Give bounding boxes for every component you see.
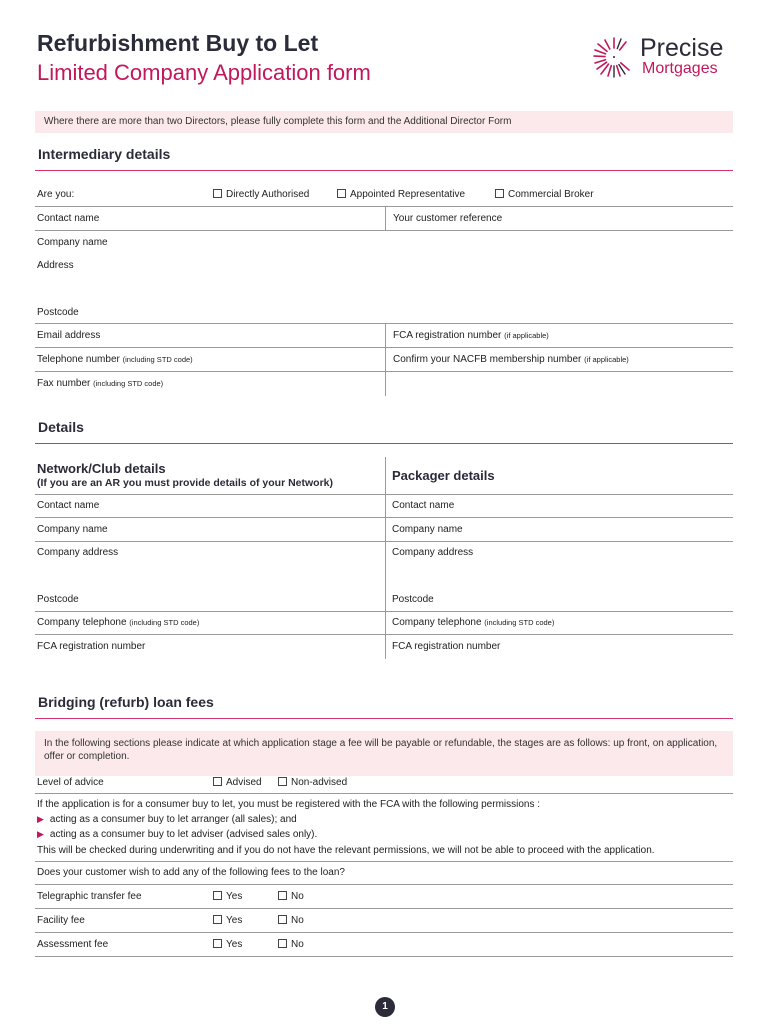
consumer-btl-text: If the application is for a consumer buy to let, you must be registered with the FCA with the following permissions : xyxy=(37,799,541,810)
checkbox-icon[interactable] xyxy=(213,891,222,900)
column-divider xyxy=(385,207,386,230)
form-title: Refurbishment Buy to Let xyxy=(37,30,319,56)
row-divider xyxy=(35,861,733,862)
permission-bullet-1: ▶ acting as a consumer buy to let arranger (all sales); and xyxy=(37,814,297,825)
checkbox-icon[interactable] xyxy=(213,915,222,924)
row-divider xyxy=(35,494,733,495)
network-company-name[interactable]: Company name xyxy=(37,524,108,535)
checkbox-icon[interactable] xyxy=(495,189,504,198)
column-divider xyxy=(385,457,386,659)
fee-no-option[interactable]: No xyxy=(278,939,304,950)
level-of-advice-label: Level of advice xyxy=(37,777,104,788)
checkbox-icon[interactable] xyxy=(278,891,287,900)
checkbox-icon[interactable] xyxy=(278,915,287,924)
row-divider xyxy=(35,634,733,635)
fees-question: Does your customer wish to add any of the following fees to the loan? xyxy=(37,867,345,878)
fax-field[interactable]: Fax number (including STD code) xyxy=(37,378,164,389)
customer-reference-field[interactable]: Your customer reference xyxy=(393,213,503,224)
packager-company-name[interactable]: Company name xyxy=(392,524,463,535)
checkbox-icon[interactable] xyxy=(213,189,222,198)
intermediary-heading: Intermediary details xyxy=(38,146,171,162)
network-company-address[interactable]: Company address xyxy=(37,547,119,558)
row-divider xyxy=(35,230,733,231)
advised-option[interactable]: Advised xyxy=(213,777,262,788)
row-divider xyxy=(35,956,733,957)
network-postcode[interactable]: Postcode xyxy=(37,594,79,605)
row-divider xyxy=(35,611,733,612)
contact-name-field[interactable]: Contact name xyxy=(37,213,100,224)
network-fca-registration[interactable]: FCA registration number xyxy=(37,641,146,652)
underwriting-check-text: This will be checked during underwriting and if you do not have the relevant permissions, we will not be able to proceed with the application. xyxy=(37,845,655,856)
bridging-heading: Bridging (refurb) loan fees xyxy=(38,694,214,710)
row-divider xyxy=(35,206,733,207)
bullet-triangle-icon: ▶ xyxy=(37,814,44,824)
telephone-field[interactable]: Telephone number (including STD code) xyxy=(37,354,193,365)
precise-logo-icon xyxy=(588,34,640,80)
details-divider xyxy=(35,443,733,444)
intermediary-divider xyxy=(35,170,733,171)
packager-heading: Packager details xyxy=(392,468,495,483)
email-field[interactable]: Email address xyxy=(37,330,101,341)
row-divider xyxy=(35,517,733,518)
option-commercial-broker[interactable]: Commercial Broker xyxy=(495,189,594,200)
fee-yes-option[interactable]: Yes xyxy=(213,891,242,902)
network-note: (If you are an AR you must provide details of your Network) xyxy=(37,477,333,489)
form-subtitle: Limited Company Application form xyxy=(37,60,371,85)
row-divider xyxy=(35,347,733,348)
nacfb-field[interactable]: Confirm your NACFB membership number (if applicable) xyxy=(393,354,629,365)
row-divider xyxy=(35,884,733,885)
network-contact-name[interactable]: Contact name xyxy=(37,500,100,511)
bridging-divider xyxy=(35,718,733,719)
packager-postcode[interactable]: Postcode xyxy=(392,594,434,605)
are-you-label: Are you: xyxy=(37,189,75,200)
checkbox-icon[interactable] xyxy=(278,939,287,948)
bullet-triangle-icon: ▶ xyxy=(37,829,44,839)
network-heading: Network/Club details xyxy=(37,461,166,476)
fee-no-option[interactable]: No xyxy=(278,891,304,902)
option-appointed-representative[interactable]: Appointed Representative xyxy=(337,189,465,200)
postcode-field[interactable]: Postcode xyxy=(37,307,79,318)
option-directly-authorised[interactable]: Directly Authorised xyxy=(213,189,309,200)
directors-notice: Where there are more than two Directors, please fully complete this form and the Additional Director Form xyxy=(35,111,733,133)
fee-label: Assessment fee xyxy=(37,939,109,950)
permission-bullet-2: ▶ acting as a consumer buy to let adviser (advised sales only). xyxy=(37,829,318,840)
packager-company-address[interactable]: Company address xyxy=(392,547,474,558)
logo-precise-text: Precise xyxy=(640,34,724,62)
checkbox-icon[interactable] xyxy=(213,777,222,786)
fee-label: Facility fee xyxy=(37,915,85,926)
row-divider xyxy=(35,541,733,542)
network-company-telephone[interactable]: Company telephone (including STD code) xyxy=(37,617,200,628)
row-divider xyxy=(35,323,733,324)
fee-no-option[interactable]: No xyxy=(278,915,304,926)
packager-company-telephone[interactable]: Company telephone (including STD code) xyxy=(392,617,555,628)
fee-label: Telegraphic transfer fee xyxy=(37,891,142,902)
page-number-badge: 1 xyxy=(375,997,395,1017)
details-heading: Details xyxy=(38,419,84,435)
company-name-field[interactable]: Company name xyxy=(37,237,108,248)
checkbox-icon[interactable] xyxy=(278,777,287,786)
checkbox-icon[interactable] xyxy=(337,189,346,198)
fca-registration-field[interactable]: FCA registration number (if applicable) xyxy=(393,330,549,341)
non-advised-option[interactable]: Non-advised xyxy=(278,777,347,788)
fee-yes-option[interactable]: Yes xyxy=(213,939,242,950)
row-divider xyxy=(35,793,733,794)
logo-mortgages-text: Mortgages xyxy=(642,60,718,77)
checkbox-icon[interactable] xyxy=(213,939,222,948)
row-divider xyxy=(35,932,733,933)
packager-fca-registration[interactable]: FCA registration number xyxy=(392,641,501,652)
row-divider xyxy=(35,908,733,909)
fee-yes-option[interactable]: Yes xyxy=(213,915,242,926)
fee-stages-notice: In the following sections please indicate at which application stage a fee will be payable or refundable, the stages are as follows: up front, on application, offer or completion. xyxy=(35,731,733,776)
column-divider xyxy=(385,324,386,396)
row-divider xyxy=(35,371,733,372)
packager-contact-name[interactable]: Contact name xyxy=(392,500,455,511)
address-field[interactable]: Address xyxy=(37,260,74,271)
